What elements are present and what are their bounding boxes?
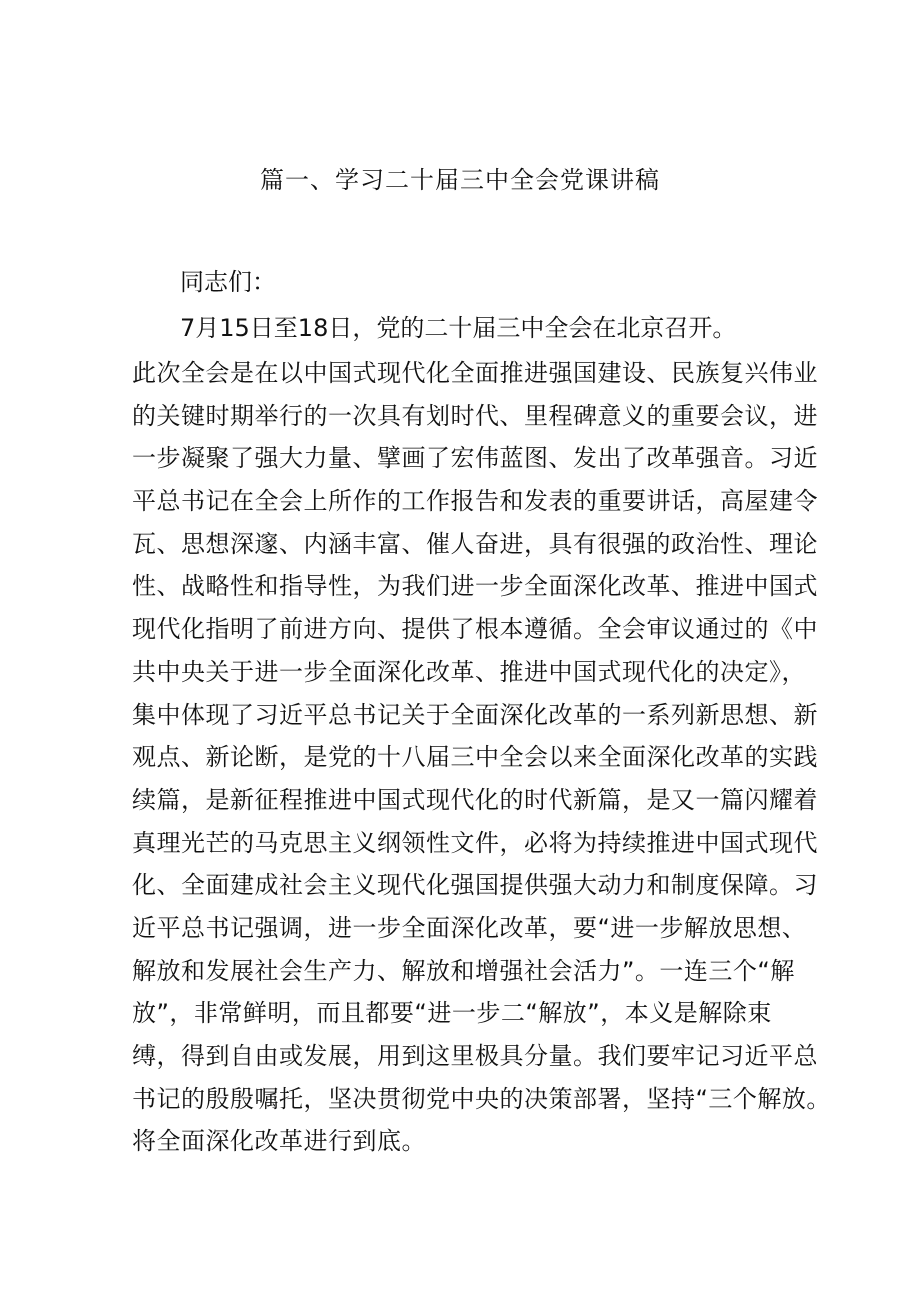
body-line: 性、战略性和指导性，为我们进一步全面深化改革、推进中国式 <box>132 572 818 601</box>
body-line: 的关键时期举行的一次具有划时代、里程碑意义的重要会议，进 <box>132 401 818 430</box>
body-line: 书记的殷殷嘱托，坚决贯彻党中央的决策部署，坚持“三个解放。 <box>132 1084 831 1113</box>
body-line: 近平总书记强调，进一步全面深化改革，要“进一步解放思想、 <box>132 913 807 942</box>
body-paragraph <box>132 352 831 1163</box>
body-line: 真理光芒的马克思主义纲领性文件，必将为持续推进中国式现代 <box>132 828 818 857</box>
lead-sentence: 7月15日至18日，党的二十届三中全会在北京召开。 <box>180 314 737 342</box>
body-line: 瓦、思想深邃、内涵丰富、催人奋进，具有很强的政治性、理论 <box>132 529 818 558</box>
salutation: 同志们： <box>180 268 276 296</box>
body-line: 缚，得到自由或发展，用到这里极具分量。我们要牢记习近平总 <box>132 1042 818 1070</box>
body-line: 放”，非常鲜明，而且都要“进一步二“解放”，本义是解除束 <box>132 999 772 1028</box>
body-line: 平总书记在全会上所作的工作报告和发表的重要讲话，高屋建令 <box>132 487 818 516</box>
body-line: 化、全面建成社会主义现代化强国提供强大动力和制度保障。习 <box>132 871 818 900</box>
body-line: 共中央关于进一步全面深化改革、推进中国式现代化的决定》， <box>132 657 806 686</box>
body-line: 续篇，是新征程推进中国式现代化的时代新篇，是又一篇闪耀着 <box>132 785 818 814</box>
body-line: 现代化指明了前进方向、提供了根本遵循。全会审议通过的《中 <box>132 615 818 644</box>
body-line: 解放和发展社会生产力、解放和增强社会活力”。一连三个“解 <box>132 956 795 985</box>
body-line: 一步凝聚了强大力量、擘画了宏伟蓝图、发出了改革强音。习近 <box>132 444 818 473</box>
body-line: 集中体现了习近平总书记关于全面深化改革的一系列新思想、新 <box>132 700 818 729</box>
body-line: 观点、新论断，是党的十八届三中全会以来全面深化改革的实践 <box>132 743 818 772</box>
body-line: 将全面深化改革进行到底。 <box>132 1127 426 1156</box>
document-title: 篇一、学习二十届三中全会党课讲稿 <box>260 166 660 194</box>
body-line: 此次全会是在以中国式现代化全面推进强国建设、民族复兴伟业 <box>132 359 818 387</box>
